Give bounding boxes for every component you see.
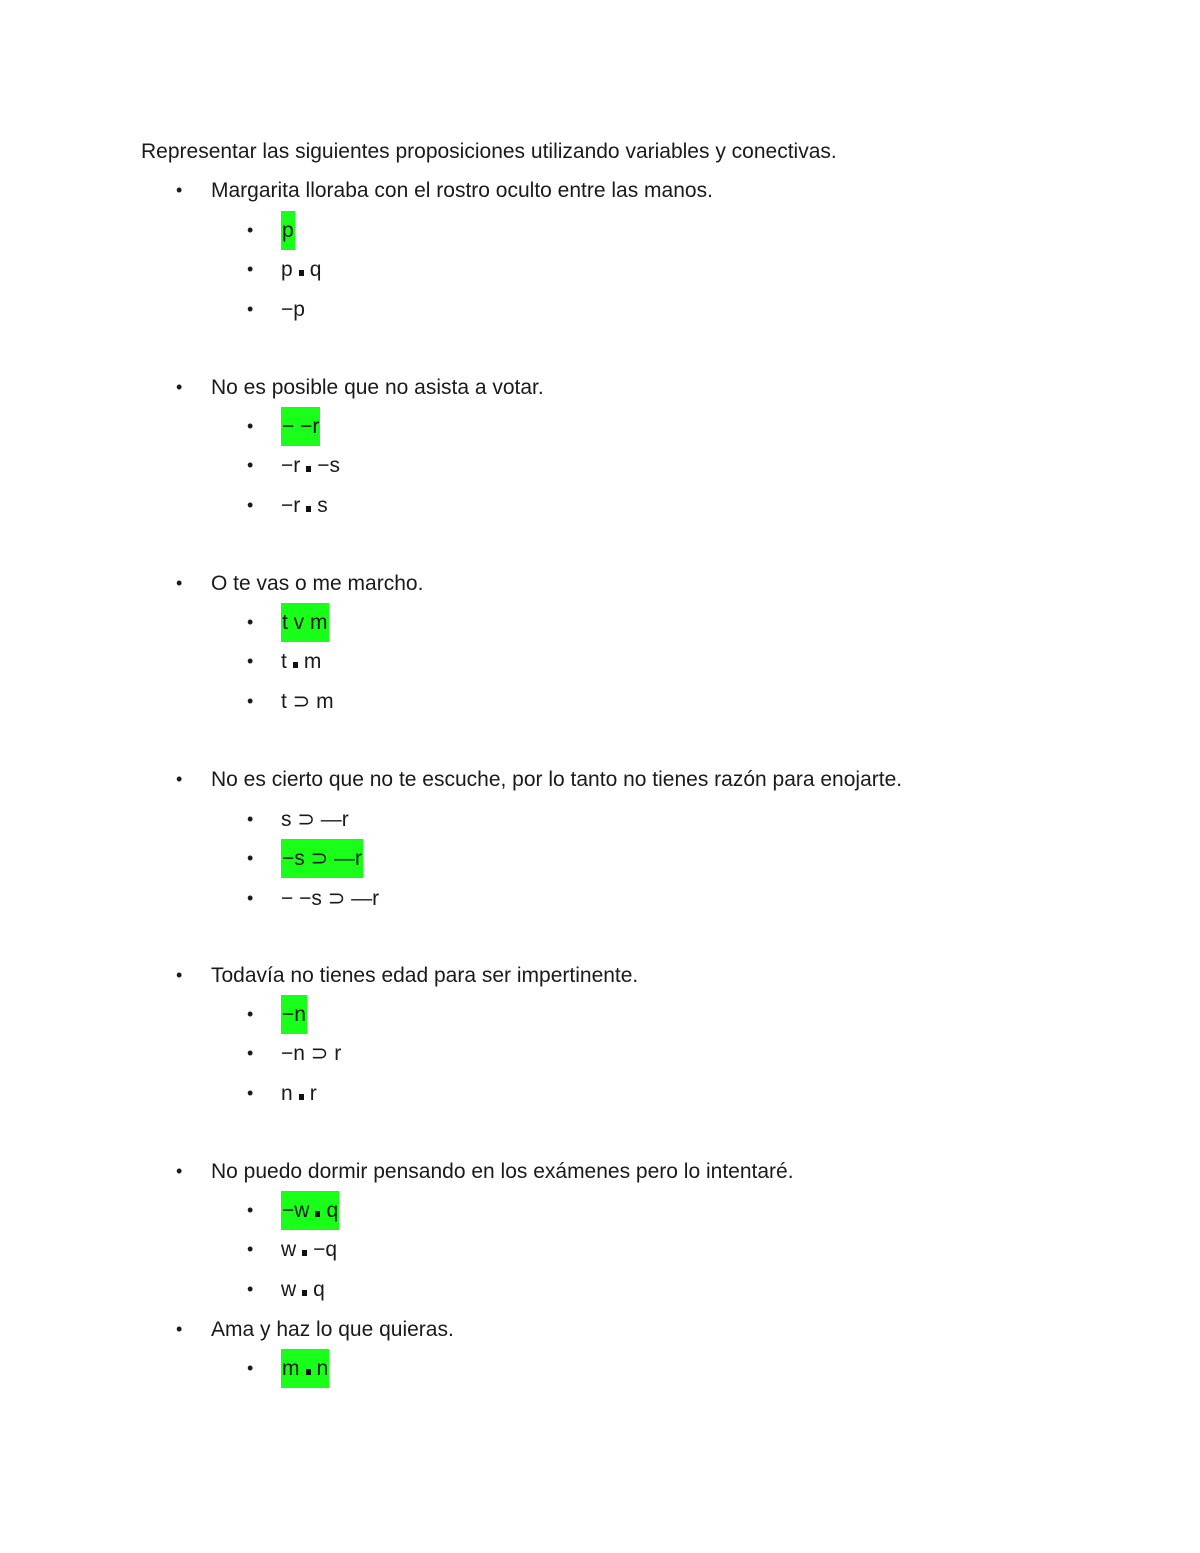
bullet: • — [176, 965, 183, 985]
bullet: • — [176, 769, 183, 789]
question-prompt: No puedo dormir pensando en los exámenes pero lo intentaré. — [211, 1160, 794, 1183]
question-prompt: No es cierto que no te escuche, por lo tanto no tienes razón para enojarte. — [211, 768, 903, 791]
bullet: • — [247, 220, 254, 240]
option-text: w −q — [281, 1238, 338, 1262]
bullet: • — [247, 848, 254, 869]
selected-option-text: −s ⊃ —r — [281, 839, 363, 878]
bullet: • — [247, 809, 254, 829]
bullet: • — [247, 1239, 254, 1260]
question-prompt: No es posible que no asista a votar. — [211, 376, 544, 399]
selected-option-text: p — [281, 211, 295, 250]
bullet: • — [247, 1082, 254, 1103]
bullet: • — [247, 887, 254, 908]
bullet: • — [247, 1043, 254, 1064]
option-text: −r s — [281, 493, 328, 517]
and-connective-glyph — [302, 1290, 307, 1296]
option-text: −r −s — [281, 454, 341, 478]
selected-option-text: m n — [281, 1349, 329, 1388]
bullet: • — [247, 298, 254, 319]
and-connective-glyph — [306, 506, 311, 512]
question-prompt: Margarita lloraba con el rostro oculto entre las manos. — [211, 179, 713, 202]
bullet: • — [247, 259, 254, 280]
question-prompt: Todavía no tienes edad para ser impertinente. — [211, 964, 639, 987]
and-connective-glyph — [306, 466, 311, 472]
option-text: − −s ⊃ —r — [281, 886, 380, 910]
bullet: • — [247, 416, 254, 436]
bullet: • — [247, 494, 254, 515]
bullet: • — [247, 690, 254, 711]
option-text: −p — [281, 297, 305, 321]
question-prompt: O te vas o me marcho. — [211, 572, 424, 595]
option-text: −n ⊃ r — [281, 1042, 342, 1066]
document-title: Representar las siguientes proposiciones utilizando variables y conectivas. — [141, 140, 837, 163]
and-connective-glyph — [299, 1094, 304, 1100]
bullet: • — [247, 1278, 254, 1299]
bullet: • — [176, 573, 183, 593]
selected-option-text: −n — [281, 995, 307, 1034]
bullet: • — [176, 377, 183, 397]
and-connective-glyph — [315, 1211, 320, 1217]
option-text: n r — [281, 1081, 317, 1105]
bullet: • — [176, 1319, 183, 1339]
bullet: • — [247, 455, 254, 476]
bullet: • — [247, 1358, 254, 1378]
bullet: • — [247, 651, 254, 672]
bullet: • — [176, 180, 183, 200]
and-connective-glyph — [299, 270, 304, 276]
option-text: w q — [281, 1277, 325, 1301]
bullet: • — [247, 612, 254, 632]
and-connective-glyph — [306, 1369, 311, 1375]
bullet: • — [247, 1004, 254, 1024]
selected-option-text: −w q — [281, 1191, 339, 1230]
option-text: t m — [281, 650, 322, 674]
bullet: • — [247, 1200, 254, 1220]
selected-option-text: − −r — [281, 407, 320, 446]
option-text: s ⊃ —r — [281, 808, 349, 831]
question-prompt: Ama y haz lo que quieras. — [211, 1318, 454, 1341]
bullet: • — [176, 1161, 183, 1181]
option-text: p q — [281, 258, 322, 282]
and-connective-glyph — [302, 1250, 307, 1256]
selected-option-text: t v m — [281, 603, 329, 642]
option-text: t ⊃ m — [281, 689, 334, 713]
and-connective-glyph — [293, 662, 298, 668]
